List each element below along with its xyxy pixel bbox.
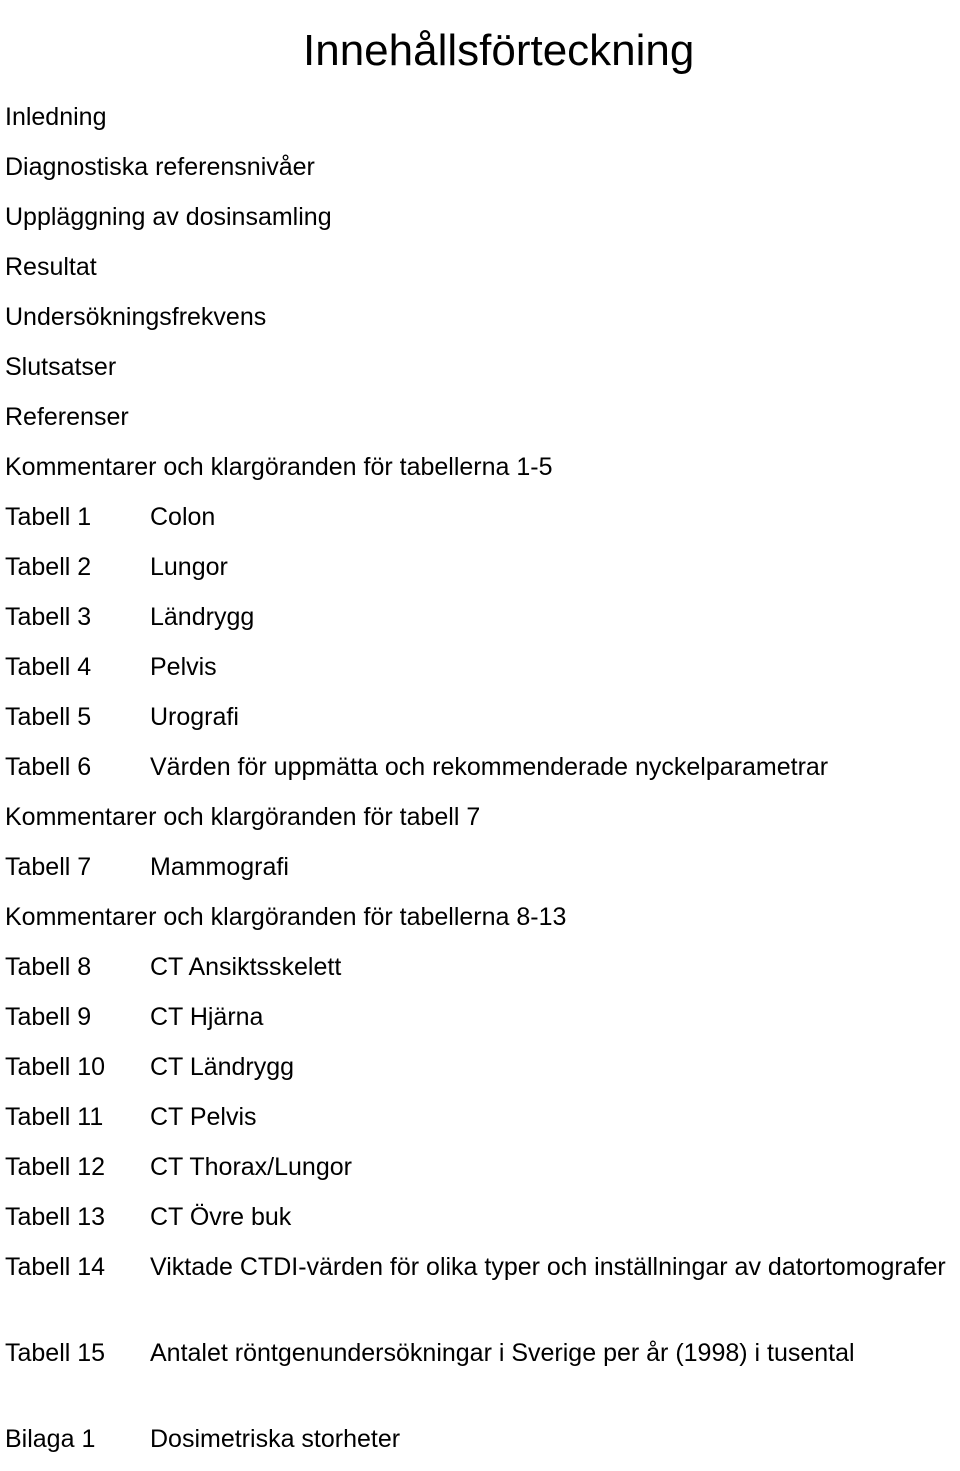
toc-table-entry[interactable]	[5, 1099, 956, 1149]
toc-table-title: Värden för uppmätta och rekommenderade nyckelparametrar	[150, 753, 829, 781]
toc-table-label: Tabell 7	[5, 853, 92, 881]
toc-table-entry[interactable]	[5, 1149, 956, 1199]
toc-table-label: Tabell 4	[5, 653, 92, 681]
toc-entry[interactable]: Referenser	[5, 403, 129, 431]
toc-table-entry[interactable]	[5, 1335, 956, 1421]
toc-table-entry[interactable]	[5, 599, 956, 649]
toc-entry[interactable]: Kommentarer och klargöranden för tabellerna 1-5	[5, 453, 553, 481]
toc-table-title: CT Thorax/Lungor	[150, 1153, 352, 1181]
page-title: Innehållsförteckning	[303, 26, 695, 76]
toc-table-label: Tabell 11	[5, 1103, 104, 1131]
toc-table-title: CT Pelvis	[150, 1103, 257, 1131]
toc-table-title: CT Ansiktsskelett	[150, 953, 342, 981]
toc-entry[interactable]: Inledning	[5, 103, 107, 131]
toc-table-entry[interactable]	[5, 1249, 956, 1335]
toc-table-label: Tabell 5	[5, 703, 92, 731]
toc-entry[interactable]: Resultat	[5, 253, 97, 281]
toc-table-entry[interactable]	[5, 699, 956, 749]
toc-table-title: Lungor	[150, 553, 228, 581]
toc-table-title: CT Ländrygg	[150, 1053, 295, 1081]
toc-table-entry[interactable]	[5, 749, 956, 799]
toc-entry[interactable]: Uppläggning av dosinsamling	[5, 203, 332, 231]
toc-table-title: Colon	[150, 503, 216, 531]
toc-table-title: CT Övre buk	[150, 1203, 292, 1231]
toc-table-title: CT Hjärna	[150, 1003, 264, 1031]
toc-table-title: Urografi	[150, 703, 239, 731]
toc-entry[interactable]: Undersökningsfrekvens	[5, 303, 267, 331]
toc-table-label: Tabell 10	[5, 1053, 106, 1081]
toc-table-entry[interactable]	[5, 649, 956, 699]
toc-table-title: Viktade CTDI-värden för olika typer och inställningar av datortomografer	[150, 1253, 946, 1281]
toc-table-entry[interactable]	[5, 1049, 956, 1099]
toc-entry[interactable]: Kommentarer och klargöranden för tabellerna 8-13	[5, 903, 567, 931]
toc-table-title: Antalet röntgenundersökningar i Sverige per år (1998) i tusental	[150, 1339, 855, 1367]
toc-table-entry[interactable]	[5, 1199, 956, 1249]
toc-table-label: Tabell 6	[5, 753, 92, 781]
toc-table-label: Tabell 3	[5, 603, 92, 631]
toc-table-entry[interactable]	[5, 849, 956, 899]
toc-table-entry[interactable]	[5, 999, 956, 1049]
toc-entry[interactable]: Kommentarer och klargöranden för tabell 7	[5, 803, 481, 831]
toc-table-title: Ländrygg	[150, 603, 255, 631]
toc-table-title: Mammografi	[150, 853, 289, 881]
toc-table-label: Tabell 12	[5, 1153, 106, 1181]
toc-table-label: Tabell 13	[5, 1203, 106, 1231]
toc-table-label: Tabell 1	[5, 503, 92, 531]
toc-table-label: Tabell 14	[5, 1253, 106, 1281]
toc-entry[interactable]: Diagnostiska referensnivåer	[5, 153, 315, 181]
toc-table-title: Pelvis	[150, 653, 217, 681]
toc-table-entry[interactable]	[5, 949, 956, 999]
table-of-contents	[5, 99, 956, 1471]
toc-table-label: Tabell 15	[5, 1339, 106, 1367]
toc-appendix-label: Bilaga 1	[5, 1425, 96, 1453]
toc-table-entry[interactable]	[5, 499, 956, 549]
toc-entry[interactable]: Slutsatser	[5, 353, 117, 381]
toc-table-entry[interactable]	[5, 549, 956, 599]
toc-appendix-title: Dosimetriska storheter	[150, 1425, 401, 1453]
toc-table-label: Tabell 9	[5, 1003, 92, 1031]
toc-table-label: Tabell 8	[5, 953, 92, 981]
toc-table-label: Tabell 2	[5, 553, 92, 581]
